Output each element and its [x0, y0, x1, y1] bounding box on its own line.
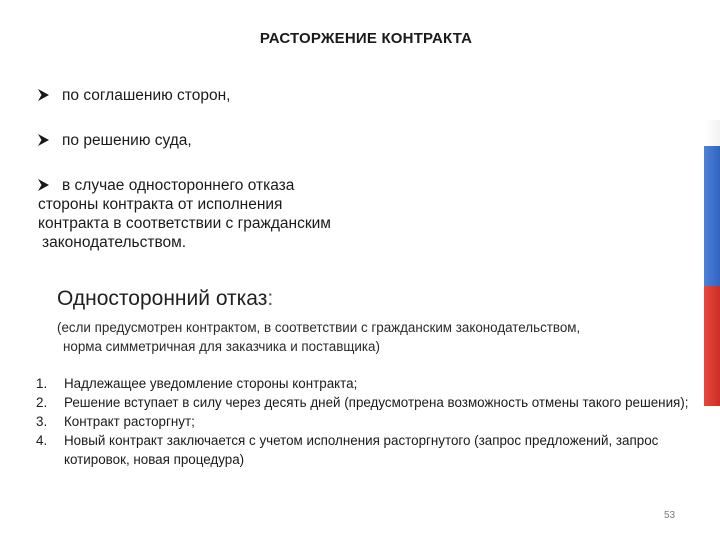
- ground-text: по соглашению сторон,: [62, 87, 231, 104]
- list-item: [38, 86, 230, 105]
- note-line: (если предусмотрен контрактом, в соответствии с гражданским законодательством,: [57, 320, 581, 335]
- ground-text: стороны контракта от исполнения: [38, 196, 283, 213]
- list-item: [36, 374, 696, 393]
- arrowhead-bullet-icon: [38, 179, 49, 191]
- unilateral-heading: [57, 287, 273, 311]
- arrowhead-bullet-icon: [38, 134, 49, 146]
- ground-text: контракта в соответствии с гражданским: [38, 215, 331, 232]
- list-item: [36, 412, 696, 431]
- slide-title: РАСТОРЖЕНИЕ КОНТРАКТА: [259, 30, 473, 47]
- heading-colon: :: [267, 287, 274, 310]
- flag-stripe-white: [704, 120, 720, 146]
- step-number: 3.: [36, 414, 48, 429]
- step-text: Контракт расторгнут;: [64, 414, 195, 429]
- flag-stripe-blue: [704, 146, 720, 286]
- list-item: [38, 131, 192, 150]
- list-item: [38, 176, 331, 252]
- arrowhead-bullet-icon: [38, 89, 49, 101]
- list-item: [36, 431, 696, 469]
- step-number: 4.: [36, 433, 48, 448]
- flag-stripe-red: [704, 286, 720, 406]
- step-text: Новый контракт заключается с учетом исполнения расторгнутого (запрос предложений, запрос котировок, новая процедура): [64, 433, 659, 467]
- ground-text: в случае одностороннего отказа: [62, 177, 295, 194]
- step-number: 2.: [36, 395, 48, 410]
- step-text: Надлежащее уведомление стороны контракта;: [64, 376, 358, 391]
- unilateral-note: [57, 318, 697, 356]
- page-number: 53: [664, 510, 676, 521]
- step-number: 1.: [36, 376, 48, 391]
- procedure-steps-list: [36, 374, 696, 469]
- unilateral-heading-text: Односторонний отказ: [57, 287, 268, 310]
- list-item: [36, 393, 696, 412]
- note-line: норма симметричная для заказчика и поставщика): [63, 339, 380, 354]
- step-text: Решение вступает в силу через десять дней (предусмотрена возможность отмены такого решения);: [64, 395, 689, 410]
- ground-text: по решению суда,: [62, 132, 192, 149]
- ground-text: законодательством.: [42, 234, 187, 251]
